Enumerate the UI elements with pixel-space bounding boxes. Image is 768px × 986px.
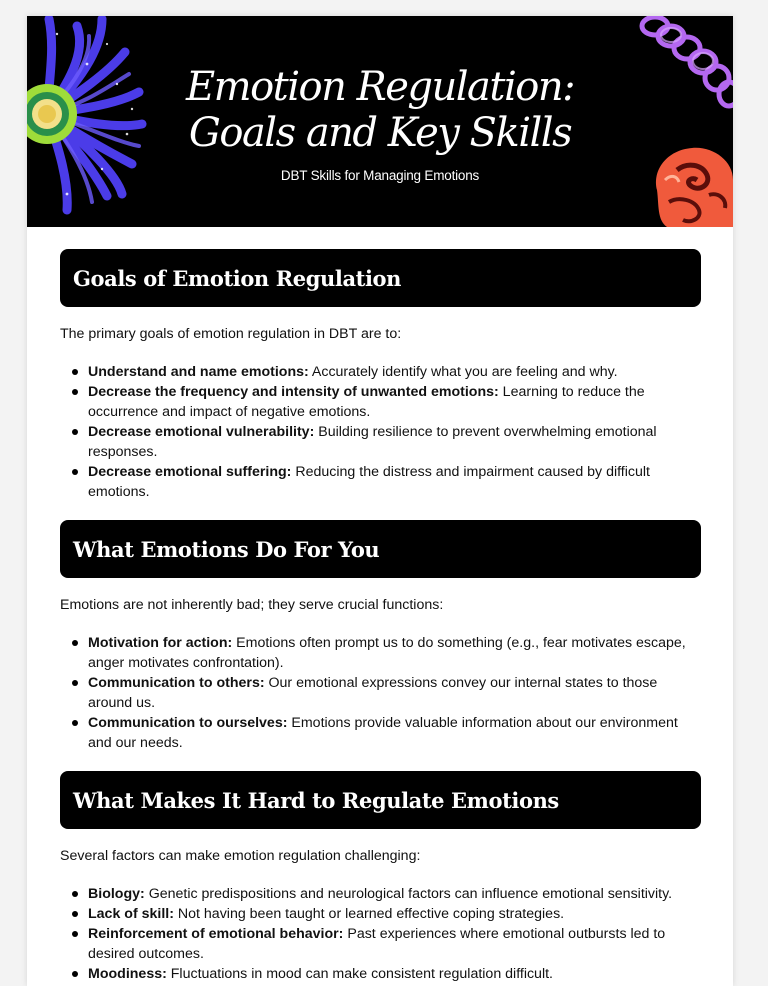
item-text: Fluctuations in mood can make consistent regulation difficult. xyxy=(166,966,553,982)
page-title-line-1: Emotion Regulation: xyxy=(185,64,575,110)
list-item xyxy=(60,462,701,502)
page-title-line-2: Goals and Key Skills xyxy=(188,110,572,156)
item-term: Communication to others: xyxy=(88,675,265,691)
item-text: Our emotional expressions convey our internal states to those around us. xyxy=(88,675,658,711)
item-term: Communication to ourselves: xyxy=(88,715,288,731)
section-heading: What Emotions Do For You xyxy=(60,520,701,578)
section-intro: Several factors can make emotion regulation challenging: xyxy=(60,848,421,864)
item-text: Reducing the distress and impairment caused by difficult emotions. xyxy=(88,464,650,500)
content-body xyxy=(60,249,701,984)
list-item xyxy=(60,382,701,422)
item-text: Emotions often prompt us to do something (e.g., fear motivates escape, anger motivates confrontation). xyxy=(88,635,686,671)
section-heading: What Makes It Hard to Regulate Emotions xyxy=(60,771,701,829)
list-item xyxy=(60,904,701,924)
item-text: Genetic predispositions and neurological factors can influence emotional sensitivity. xyxy=(144,886,673,902)
list-item xyxy=(60,713,701,753)
item-text: Building resilience to prevent overwhelming emotional responses. xyxy=(88,424,657,460)
list-item xyxy=(60,422,701,462)
section-goals xyxy=(60,249,701,502)
item-term: Lack of skill: xyxy=(88,906,174,922)
bullet-list xyxy=(60,884,701,984)
list-item xyxy=(60,362,701,382)
list-item xyxy=(60,924,701,964)
item-text: Learning to reduce the occurrence and impact of negative emotions. xyxy=(88,384,645,420)
list-item xyxy=(60,884,701,904)
bullet-list xyxy=(60,633,701,753)
page-title xyxy=(27,64,733,156)
list-item xyxy=(60,633,701,673)
list-item xyxy=(60,673,701,713)
bullet-list xyxy=(60,362,701,502)
item-term: Motivation for action: xyxy=(88,635,233,651)
section-intro: Emotions are not inherently bad; they serve crucial functions: xyxy=(60,597,444,613)
item-text: Accurately identify what you are feeling and why. xyxy=(308,364,618,380)
item-term: Decrease emotional vulnerability: xyxy=(88,424,315,440)
item-term: Moodiness: xyxy=(88,966,167,982)
section-heading: Goals of Emotion Regulation xyxy=(60,249,701,307)
section-functions xyxy=(60,520,701,753)
item-term: Decrease the frequency and intensity of unwanted emotions: xyxy=(88,384,499,400)
item-text: Emotions provide valuable information about our environment and our needs. xyxy=(88,715,678,751)
item-term: Biology: xyxy=(88,886,145,902)
item-term: Understand and name emotions: xyxy=(88,364,309,380)
document-page xyxy=(27,16,733,986)
list-item xyxy=(60,964,701,984)
item-term: Decrease emotional suffering: xyxy=(88,464,292,480)
section-challenges xyxy=(60,771,701,984)
item-text: Not having been taught or learned effective coping strategies. xyxy=(173,906,565,922)
item-text: Past experiences where emotional outbursts led to desired outcomes. xyxy=(88,926,666,962)
page-subtitle: DBT Skills for Managing Emotions xyxy=(280,168,480,183)
section-intro: The primary goals of emotion regulation in DBT are to: xyxy=(60,326,402,342)
item-term: Reinforcement of emotional behavior: xyxy=(88,926,344,942)
header-banner xyxy=(27,16,733,227)
